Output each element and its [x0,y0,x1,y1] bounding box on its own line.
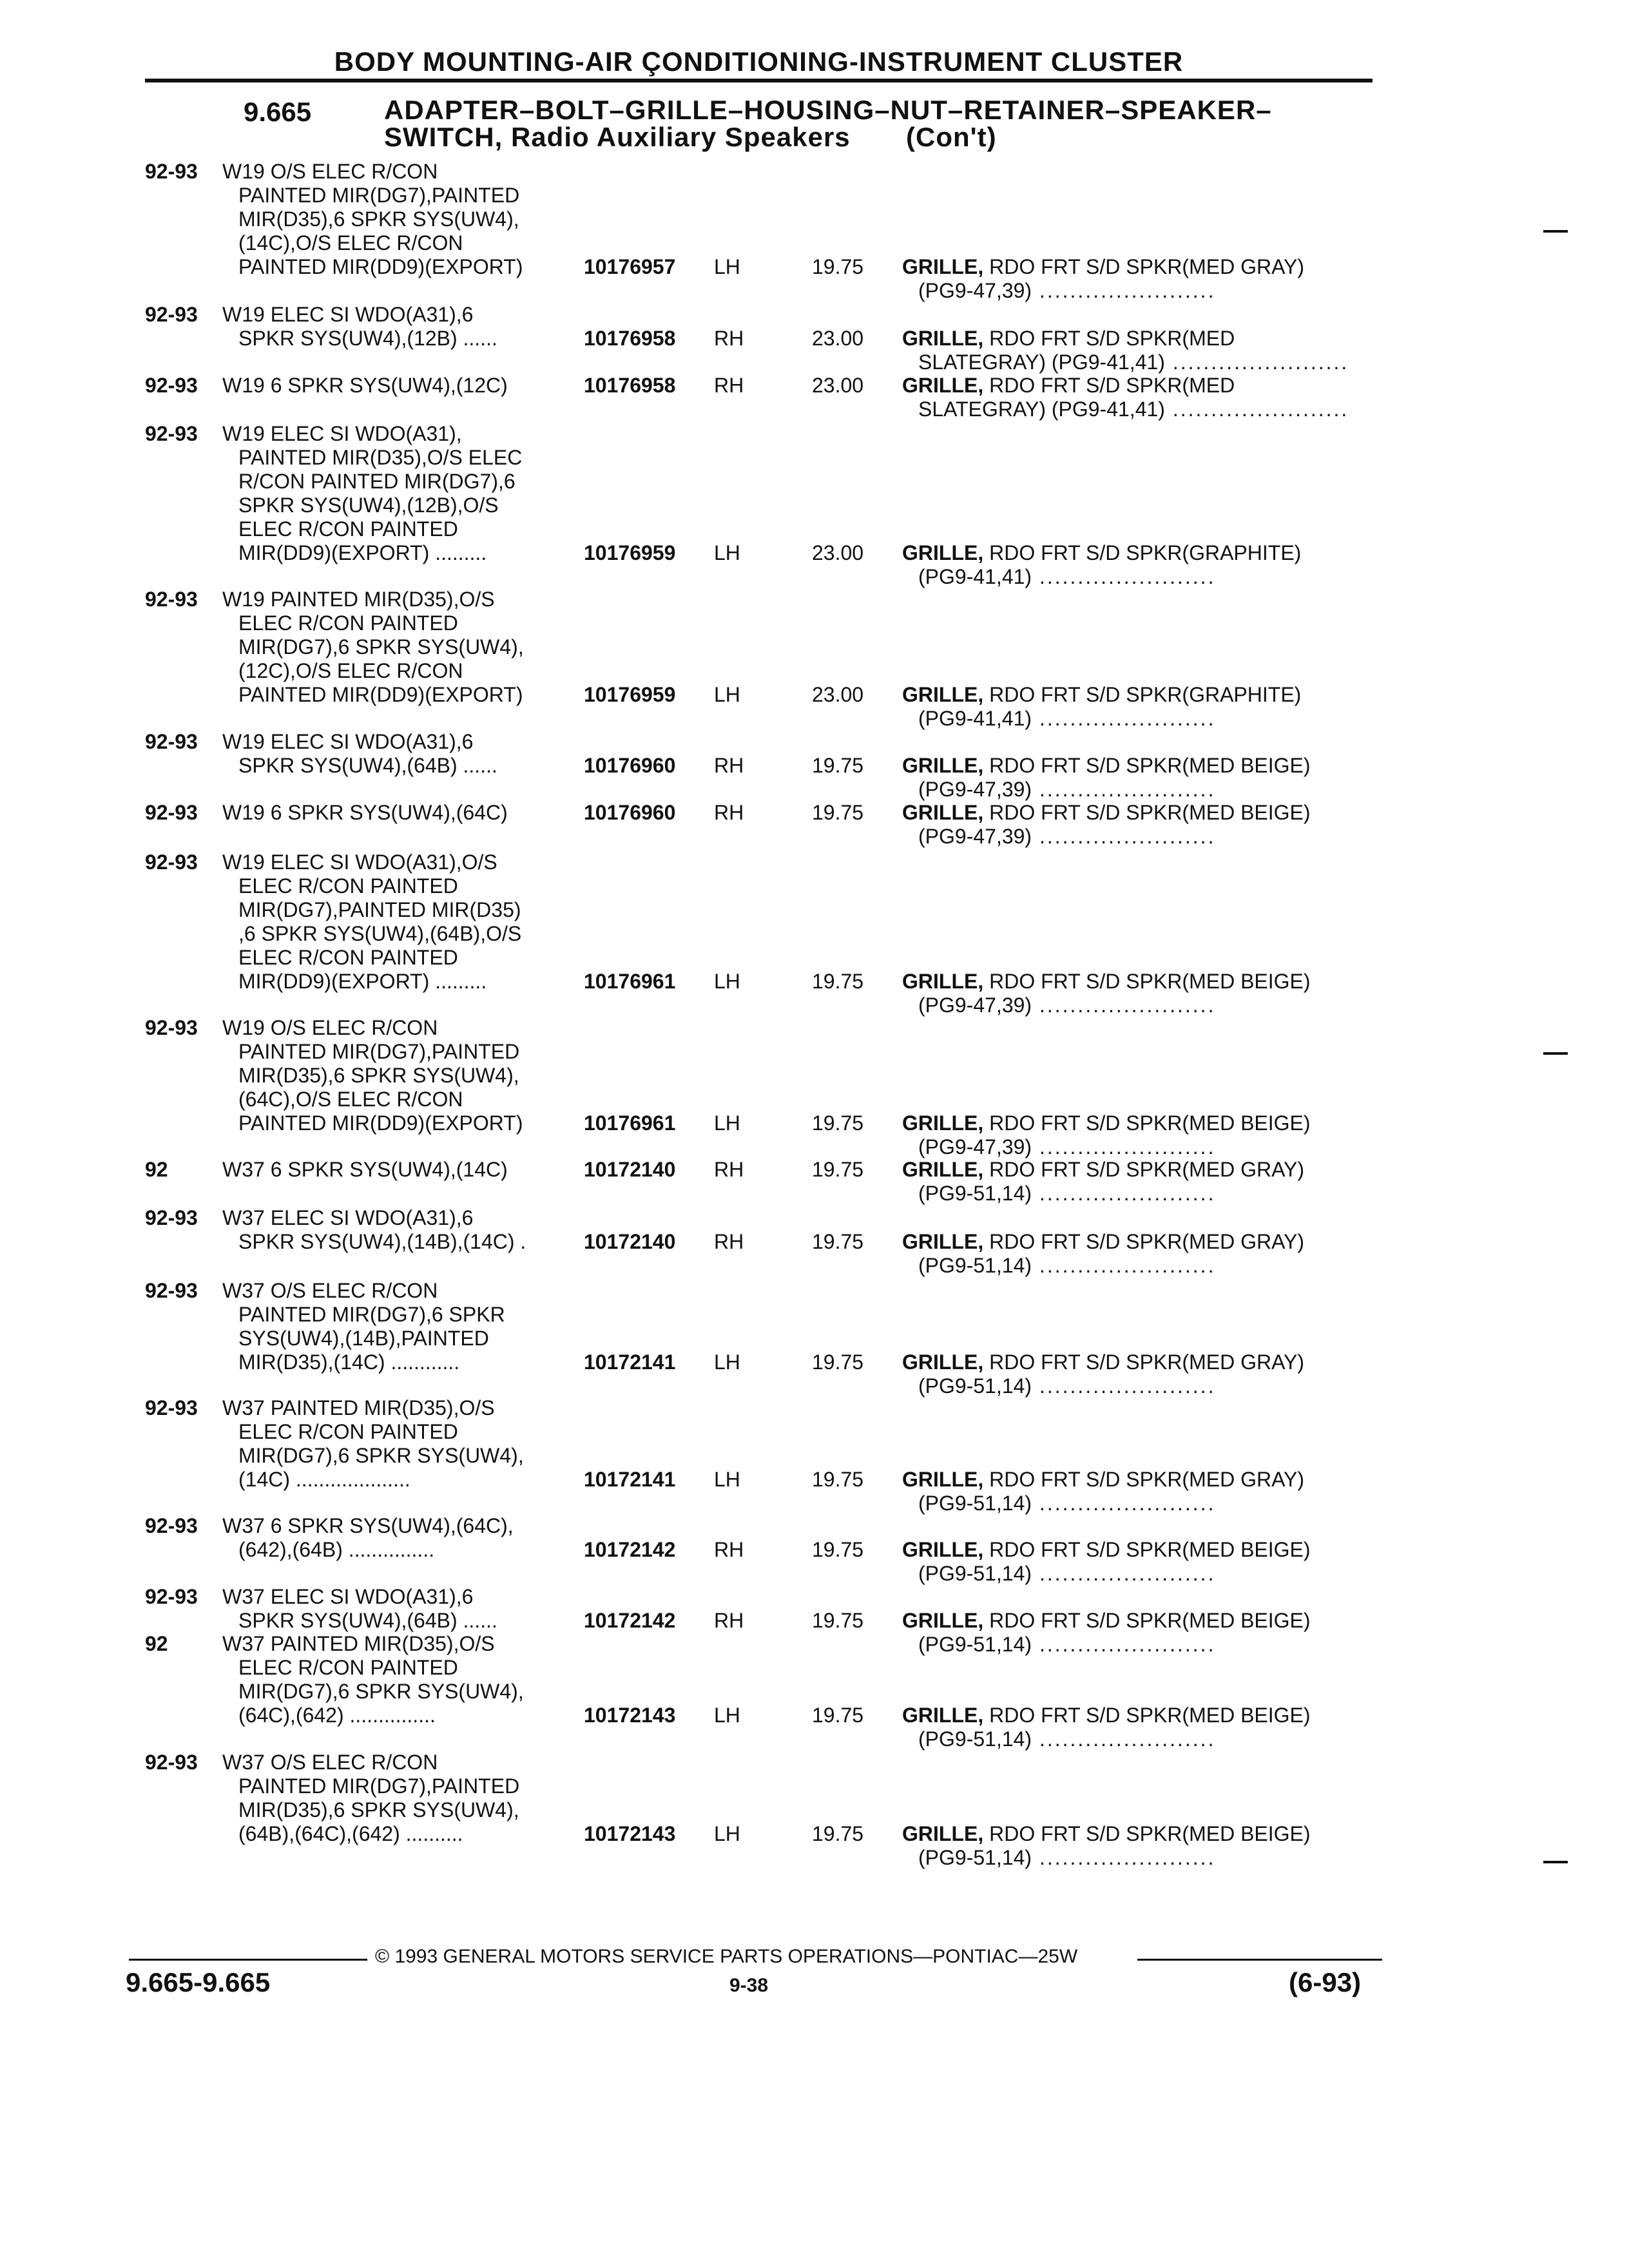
usage-description-line: MIR(D35),6 SPKR SYS(UW4), [238,207,519,231]
part-name [902,970,1311,994]
usage-description-line: W19 ELEC SI WDO(A31),6 [222,303,474,326]
part-name-noun: GRILLE, [902,374,984,397]
part-name-detail: RDO FRT S/D SPKR(MED [983,327,1235,350]
model-year: 92-93 [145,588,198,611]
usage-description-line: (14C) .................... [238,1468,410,1491]
illustration-reference [918,778,1215,802]
part-name [902,541,1301,565]
footer-page-number: 9-38 [729,1975,769,1996]
part-name-detail: RDO FRT S/D SPKR(MED GRAY) [983,1350,1305,1374]
section-continued-label: (Con't) [906,122,997,152]
dot-leader: ....................... [1164,351,1349,374]
usage-description-line: W19 6 SPKR SYS(UW4),(64C) [222,801,508,824]
part-side: RH [714,1158,744,1181]
part-number: 10172141 [584,1350,676,1374]
model-year: 92 [145,1158,168,1181]
illustration-reference-text: (PG9-41,41) [918,707,1032,730]
usage-description-line: MIR(D35),(14C) ............ [238,1350,460,1374]
part-number: 10172142 [584,1538,676,1561]
part-name-noun: GRILLE, [902,1158,984,1181]
usage-description-line: W37 6 SPKR SYS(UW4),(14C) [222,1158,508,1181]
usage-description-line: PAINTED MIR(DG7),PAINTED [238,1774,520,1798]
model-year: 92-93 [145,730,198,753]
usage-description-line: (12C),O/S ELEC R/CON [238,659,463,682]
part-number: 10176959 [584,541,676,564]
part-side: RH [714,1538,744,1561]
illustration-reference-text: (PG9-51,14) [918,1562,1032,1585]
usage-description-line: ELEC R/CON PAINTED [238,1656,458,1679]
illustration-reference [918,351,1349,374]
illustration-reference [918,825,1215,849]
part-side: LH [714,1468,740,1491]
part-name-detail: RDO FRT S/D SPKR(MED BEIGE) [983,1538,1311,1561]
part-price: 19.75 [812,1538,864,1561]
usage-description-line: W19 6 SPKR SYS(UW4),(12C) [222,374,508,397]
model-year: 92-93 [145,850,198,874]
illustration-reference-text: (PG9-51,14) [918,1846,1032,1869]
usage-description-line: (64B),(64C),(642) .......... [238,1822,463,1845]
part-price: 19.75 [812,1704,864,1727]
part-name-noun: GRILLE, [902,683,984,706]
usage-description-line: MIR(DD9)(EXPORT) ......... [238,970,487,993]
part-name [902,1822,1311,1846]
part-price: 19.75 [812,1822,864,1845]
part-name-detail: RDO FRT S/D SPKR(GRAPHITE) [983,541,1302,564]
usage-description-line: MIR(DG7),6 SPKR SYS(UW4), [238,635,524,658]
part-price: 23.00 [812,327,864,350]
part-name-noun: GRILLE, [902,1538,984,1561]
part-name [902,255,1304,279]
part-name-noun: GRILLE, [902,1822,984,1845]
dot-leader: ....................... [1032,1254,1216,1277]
dot-leader: ....................... [1032,1374,1216,1398]
margin-tick [1543,230,1568,233]
part-price: 23.00 [812,541,864,564]
part-number: 10172142 [584,1609,676,1632]
model-year: 92-93 [145,1585,198,1608]
part-side: RH [714,1230,744,1253]
part-price: 23.00 [812,683,864,706]
illustration-reference-text: SLATEGRAY) (PG9-41,41) [918,351,1165,374]
usage-description-line: ,6 SPKR SYS(UW4),(64B),O/S [238,922,522,945]
usage-description-line: PAINTED MIR(DD9)(EXPORT) [238,1111,523,1135]
part-name [902,1350,1304,1374]
illustration-reference [918,1135,1215,1159]
part-number: 10172143 [584,1822,676,1845]
part-name-noun: GRILLE, [902,541,984,564]
part-side: LH [714,1704,740,1727]
illustration-reference [918,707,1215,731]
part-name-detail: RDO FRT S/D SPKR(MED GRAY) [983,1468,1305,1491]
usage-description-line: PAINTED MIR(DG7),PAINTED [238,1040,520,1063]
margin-tick [1543,1861,1568,1863]
usage-description-line: ELEC R/CON PAINTED [238,946,458,969]
illustration-reference-text: (PG9-47,39) [918,825,1032,848]
model-year: 92-93 [145,1206,198,1229]
illustration-reference-text: (PG9-51,14) [918,1633,1032,1656]
part-number: 10172140 [584,1230,676,1253]
model-year: 92-93 [145,801,198,824]
part-side: LH [714,541,740,564]
footer-rule-right [1137,1959,1382,1961]
illustration-reference [918,565,1215,589]
part-price: 19.75 [812,1350,864,1374]
usage-description-line: W37 O/S ELEC R/CON [222,1751,438,1774]
part-name-detail: RDO FRT S/D SPKR(MED BEIGE) [983,1111,1311,1135]
part-name [902,683,1301,707]
part-side: LH [714,255,740,278]
usage-description-line: (64C),O/S ELEC R/CON [238,1088,463,1111]
dot-leader: ....................... [1032,1492,1216,1515]
illustration-reference-text: (PG9-51,14) [918,1254,1032,1277]
part-name-detail: RDO FRT S/D SPKR(MED BEIGE) [983,801,1311,824]
illustration-reference [918,279,1215,303]
illustration-reference-text: (PG9-41,41) [918,565,1032,588]
part-name-detail: RDO FRT S/D SPKR(MED GRAY) [983,1158,1305,1181]
dot-leader: ....................... [1164,398,1349,421]
illustration-reference-text: (PG9-51,14) [918,1492,1032,1515]
part-number: 10176958 [584,327,676,350]
part-name-detail: RDO FRT S/D SPKR(MED BEIGE) [983,1822,1311,1845]
part-side: RH [714,801,744,824]
part-name-noun: GRILLE, [902,754,984,777]
part-name [902,754,1311,778]
part-name-noun: GRILLE, [902,1111,984,1135]
part-name-noun: GRILLE, [902,1609,984,1632]
part-name-noun: GRILLE, [902,1704,984,1727]
model-year: 92-93 [145,422,198,445]
illustration-reference [918,1254,1215,1278]
part-price: 19.75 [812,754,864,777]
illustration-reference [918,1846,1215,1870]
part-side: RH [714,1609,744,1632]
dot-leader: ....................... [1032,778,1216,801]
part-price: 19.75 [812,1468,864,1491]
model-year: 92-93 [145,160,198,183]
part-name [902,1468,1304,1492]
part-name-detail: RDO FRT S/D SPKR(MED [983,374,1235,397]
illustration-reference-text: (PG9-47,39) [918,1135,1032,1158]
section-title [384,97,1272,151]
part-name-detail: RDO FRT S/D SPKR(MED BEIGE) [983,970,1311,993]
part-name-noun: GRILLE, [902,327,984,350]
usage-description-line: PAINTED MIR(D35),O/S ELEC [238,446,523,469]
part-side: LH [714,683,740,706]
usage-description-line: PAINTED MIR(DG7),PAINTED [238,184,520,207]
model-year: 92-93 [145,1396,198,1419]
usage-description-line: MIR(DD9)(EXPORT) ......... [238,541,487,564]
usage-description-line: SPKR SYS(UW4),(14B),(14C) . [238,1230,526,1253]
part-number: 10176961 [584,970,676,993]
usage-description-line: (642),(64B) ............... [238,1538,435,1561]
illustration-reference [918,1727,1215,1751]
usage-description-line: (64C),(642) ............... [238,1704,436,1727]
part-name-noun: GRILLE, [902,970,984,993]
illustration-reference [918,994,1215,1017]
dot-leader: ....................... [1032,825,1216,848]
part-number: 10172140 [584,1158,676,1181]
illustration-reference-text: (PG9-47,39) [918,994,1032,1017]
illustration-reference [918,1374,1215,1398]
usage-description-line: PAINTED MIR(DG7),6 SPKR [238,1303,505,1326]
part-name [902,1230,1304,1254]
illustration-reference-text: (PG9-51,14) [918,1727,1032,1751]
dot-leader: ....................... [1032,994,1216,1017]
model-year: 92-93 [145,1514,198,1537]
model-year: 92-93 [145,1279,198,1302]
dot-leader: ....................... [1032,1182,1216,1205]
part-number: 10176958 [584,374,676,397]
usage-description-line: W37 6 SPKR SYS(UW4),(64C), [222,1514,514,1537]
illustration-reference-text: (PG9-47,39) [918,279,1032,302]
part-name-noun: GRILLE, [902,255,984,278]
part-name-noun: GRILLE, [902,1350,984,1374]
usage-description-line: MIR(D35),6 SPKR SYS(UW4), [238,1798,519,1821]
usage-description-line: SPKR SYS(UW4),(64B) ...... [238,1609,497,1632]
usage-description-line: W37 ELEC SI WDO(A31),6 [222,1206,474,1229]
model-year: 92-93 [145,374,198,397]
part-price: 19.75 [812,970,864,993]
usage-description-line: MIR(DG7),PAINTED MIR(D35) [238,898,521,921]
usage-description-line: W19 PAINTED MIR(D35),O/S [222,588,495,611]
usage-description-line: MIR(DG7),6 SPKR SYS(UW4), [238,1444,524,1467]
illustration-reference [918,1633,1215,1657]
usage-description-line: PAINTED MIR(DD9)(EXPORT) [238,255,523,278]
footer-rule-left [129,1959,367,1961]
part-name-noun: GRILLE, [902,801,984,824]
part-side: LH [714,1111,740,1135]
part-name [902,1609,1311,1633]
illustration-reference-text: (PG9-47,39) [918,778,1032,801]
part-number: 10172141 [584,1468,676,1491]
usage-description-line: (14C),O/S ELEC R/CON [238,231,463,255]
usage-description-line: W19 ELEC SI WDO(A31),O/S [222,850,497,874]
usage-description-line: ELEC R/CON PAINTED [238,611,458,635]
part-number: 10176960 [584,754,676,777]
illustration-reference-text: (PG9-51,14) [918,1182,1032,1205]
usage-description-line: W37 ELEC SI WDO(A31),6 [222,1585,474,1608]
footer-date-code: (6-93) [1289,1967,1362,1997]
usage-description-line: W37 PAINTED MIR(D35),O/S [222,1632,495,1655]
part-name-noun: GRILLE, [902,1468,984,1491]
part-price: 19.75 [812,801,864,824]
dot-leader: ....................... [1032,1846,1216,1869]
part-number: 10176957 [584,255,676,278]
header-rule [145,79,1373,82]
usage-description-line: W19 O/S ELEC R/CON [222,160,438,183]
part-name [902,1704,1311,1727]
margin-tick [1543,1052,1568,1055]
part-price: 19.75 [812,1158,864,1181]
usage-description-line: W37 PAINTED MIR(D35),O/S [222,1396,495,1419]
part-name-detail: RDO FRT S/D SPKR(GRAPHITE) [983,683,1302,706]
part-side: LH [714,1822,740,1845]
part-price: 19.75 [812,1609,864,1632]
part-number: 10176959 [584,683,676,706]
dot-leader: ....................... [1032,279,1216,302]
usage-description-line: MIR(D35),6 SPKR SYS(UW4), [238,1064,519,1087]
dot-leader: ....................... [1032,707,1216,730]
usage-description-line: W19 O/S ELEC R/CON [222,1016,438,1039]
section-title-line2: SWITCH, Radio Auxiliary Speakers [384,122,851,152]
usage-description-line: MIR(DG7),6 SPKR SYS(UW4), [238,1680,524,1703]
usage-description-line: ELEC R/CON PAINTED [238,1420,458,1443]
usage-description-line: SPKR SYS(UW4),(12B) ...... [238,327,497,350]
page-header-title: BODY MOUNTING-AIR ÇONDITIONING-INSTRUMENT CLUSTER [334,46,1184,77]
part-side: LH [714,970,740,993]
part-name-detail: RDO FRT S/D SPKR(MED GRAY) [983,1230,1305,1253]
usage-description-line: SPKR SYS(UW4),(64B) ...... [238,754,497,777]
part-side: RH [714,327,744,350]
part-price: 23.00 [812,374,864,397]
part-name [902,327,1235,351]
part-name [902,1538,1311,1562]
model-year: 92-93 [145,1751,198,1774]
section-title-line1: ADAPTER–BOLT–GRILLE–HOUSING–NUT–RETAINER–SPEAKER– [384,95,1272,125]
part-number: 10176960 [584,801,676,824]
dot-leader: ....................... [1032,565,1216,588]
part-number: 10176961 [584,1111,676,1135]
part-side: RH [714,374,744,397]
part-name [902,374,1235,398]
usage-description-line: SYS(UW4),(14B),PAINTED [238,1327,489,1350]
usage-description-line: W19 ELEC SI WDO(A31), [222,422,462,445]
usage-description-line: ELEC R/CON PAINTED [238,874,458,898]
usage-description-line: R/CON PAINTED MIR(DG7),6 [238,470,516,493]
illustration-reference-text: (PG9-51,14) [918,1374,1032,1398]
footer-section-range: 9.665-9.665 [126,1967,271,1997]
model-year: 92-93 [145,303,198,326]
illustration-reference-text: SLATEGRAY) (PG9-41,41) [918,398,1165,421]
part-name [902,1111,1311,1135]
usage-description-line: ELEC R/CON PAINTED [238,517,458,541]
usage-description-line: SPKR SYS(UW4),(12B),O/S [238,494,499,517]
dot-leader: ....................... [1032,1562,1216,1585]
part-price: 19.75 [812,1111,864,1135]
part-name-detail: RDO FRT S/D SPKR(MED BEIGE) [983,754,1311,777]
part-name [902,1158,1304,1182]
part-name-detail: RDO FRT S/D SPKR(MED BEIGE) [983,1704,1311,1727]
part-side: RH [714,754,744,777]
model-year: 92-93 [145,1016,198,1039]
part-name-detail: RDO FRT S/D SPKR(MED BEIGE) [983,1609,1311,1632]
dot-leader: ....................... [1032,1727,1216,1751]
footer-copyright: © 1993 GENERAL MOTORS SERVICE PARTS OPERATIONS—PONTIAC—25W [375,1946,1078,1967]
section-number: 9.665 [244,97,312,127]
part-name-detail: RDO FRT S/D SPKR(MED GRAY) [983,255,1305,278]
part-number: 10172143 [584,1704,676,1727]
illustration-reference [918,1562,1215,1586]
illustration-reference [918,1492,1215,1515]
model-year: 92 [145,1632,168,1655]
usage-description-line: PAINTED MIR(DD9)(EXPORT) [238,683,523,706]
usage-description-line: W19 ELEC SI WDO(A31),6 [222,730,474,753]
illustration-reference [918,398,1349,421]
part-price: 19.75 [812,1230,864,1253]
part-name [902,801,1311,825]
dot-leader: ....................... [1032,1633,1216,1656]
usage-description-line: W37 O/S ELEC R/CON [222,1279,438,1302]
part-side: LH [714,1350,740,1374]
part-name-noun: GRILLE, [902,1230,984,1253]
part-price: 19.75 [812,255,864,278]
dot-leader: ....................... [1032,1135,1216,1158]
illustration-reference [918,1182,1215,1206]
